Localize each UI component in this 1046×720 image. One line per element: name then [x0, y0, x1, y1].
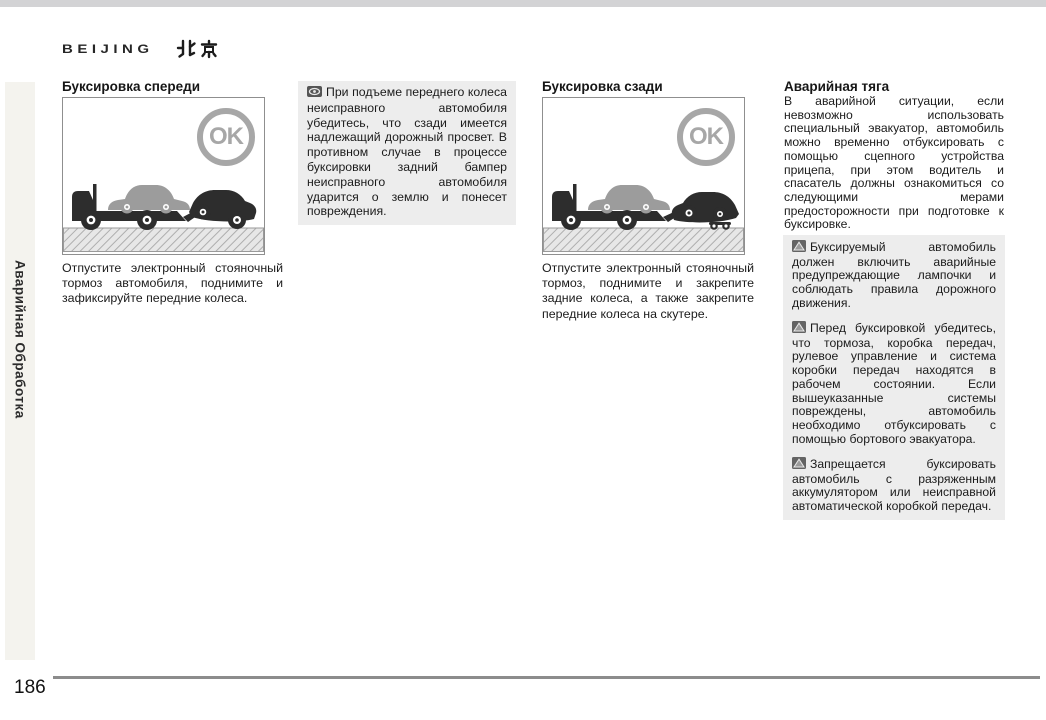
warning-text: Перед буксировкой убедитесь, что тормоза, коробка передач, рулевое управление и система коробки передач находятся в рабочем состоянии. Если вышеуказанные системы повреждены, автомобиль необходимо отбуксировать с помощью бортового эвакуатора. — [792, 321, 996, 446]
warning-triangle-icon — [792, 240, 806, 256]
ok-badge: OK — [677, 108, 735, 166]
rear-towing-title: Буксировка сзади — [542, 79, 663, 94]
note-eye-icon — [307, 86, 322, 101]
warning-box — [783, 316, 1005, 452]
emergency-towing-title: Аварийная тяга — [784, 79, 890, 94]
brand-wordmark: BEIJING — [62, 42, 154, 56]
note-text: При подъеме переднего колеса неисправного автомобиля убедитесь, что сзади имеется надлежащий дорожный просвет. В противном случае в процессе буксировки задний бампер неисправного автомобиля ударится о землю и понесет повреждения. — [307, 85, 507, 219]
sidebar-chapter-label: Аварийная Обработка — [12, 260, 28, 419]
top-divider-bar — [0, 0, 1046, 7]
warning-box — [783, 235, 1005, 317]
beijing-hanzi-icon — [176, 39, 220, 59]
front-towing-figure — [62, 97, 265, 255]
footer-rule — [53, 676, 1040, 679]
sidebar-chapter-tab — [5, 82, 35, 660]
brand-logo — [62, 38, 220, 60]
emergency-towing-intro: В аварийной ситуации, если невозможно использовать специальный эвакуатор, автомобиль можно временно отбуксировать с помощью сцепного устройства прицепа, при этом водитель и спасатель должны ознакомиться со следующими мерами предосторожности при подготовке к буксировке. — [784, 94, 1004, 232]
warning-text: Буксируемый автомобиль должен включить аварийные предупреждающие лампочки и соблюдать правила дорожного движения. — [792, 240, 996, 310]
warning-text: Запрещается буксировать автомобиль с разряженным аккумулятором или неисправной автоматической коробкой передач. — [792, 457, 996, 514]
warning-box — [783, 452, 1005, 520]
ok-badge: OK — [197, 108, 255, 166]
warning-triangle-icon — [792, 321, 806, 337]
rear-towing-figure — [542, 97, 745, 255]
rear-towing-caption: Отпустите электронный стояночный тормоз, поднимите и закрепите задние колеса, а также закрепите передние колеса на скутере. — [542, 261, 754, 321]
page-number: 186 — [14, 677, 46, 698]
note-box — [298, 81, 516, 225]
warning-triangle-icon — [792, 457, 806, 473]
front-towing-caption: Отпустите электронный стояночный тормоз автомобиля, поднимите и зафиксируйте передние колеса. — [62, 261, 283, 306]
front-towing-title: Буксировка спереди — [62, 79, 201, 94]
